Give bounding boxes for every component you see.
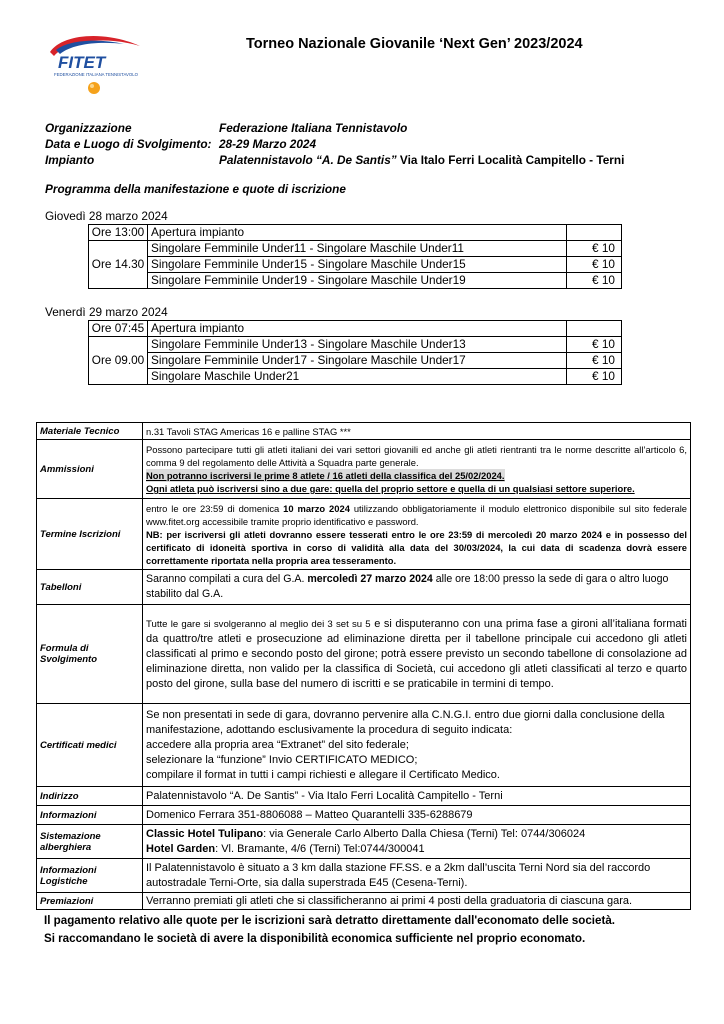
hotel-detail: : via Generale Carlo Alberto Dalla Chiesa (Terni) Tel: 0744/306024	[263, 827, 586, 840]
hotel-detail: : Vl. Bramante, 4/6 (Terni) Tel:0744/300041	[215, 842, 425, 855]
fitet-logo	[44, 28, 144, 98]
row-label: Certificati medici	[37, 704, 143, 787]
schedule-desc: Singolare Maschile Under21	[148, 369, 567, 385]
info-organizzazione	[45, 120, 624, 136]
row-value	[143, 704, 691, 787]
event-info	[45, 120, 624, 168]
row-label: Ammissioni	[37, 440, 143, 499]
day1-schedule	[88, 224, 622, 289]
ammissioni-limit: Non potranno iscriversi le prime 8 atlete / 16 atleti della classifica del 25/02/2024.	[146, 470, 505, 481]
info-label: Organizzazione	[45, 121, 132, 135]
formula-b: e si disputeranno con una prima fase a gironi all’italiana formati da quattro/tre atleti e prosecuzione ad eliminazione diretta per il tabellone principale cui accedono gli atleti classificati al primo e secondo posto del girone; potrà essere previsto un secondo tabellone di consolazione ad eliminazione diretta, non valido per la classifica di Società, cui accedono gli atleti classificati al terzo e quarto posto del girone, sulla base del numero di iscritti e se praticabile in termini di tempo.	[146, 617, 687, 690]
footer-line: Si raccomandano le società di avere la disponibilità economica sufficiente nel proprio economato.	[44, 932, 586, 945]
row-logistiche	[37, 859, 691, 893]
day2-label: Venerdì 29 marzo 2024	[45, 305, 168, 319]
ammissioni-rule: Ogni atleta può iscriversi sino a due gare: quella del proprio settore e quella di un qualsiasi settore superiore.	[146, 483, 635, 494]
schedule-time: Ore 13:00	[89, 225, 148, 241]
info-impianto	[45, 152, 624, 168]
row-certificati	[37, 704, 691, 787]
schedule-row	[89, 225, 622, 241]
row-label: Informazioni Logistiche	[37, 859, 143, 893]
schedule-row	[89, 369, 622, 385]
termine-text	[146, 502, 687, 528]
row-ammissioni	[37, 440, 691, 499]
schedule-fee: € 10	[567, 241, 622, 257]
schedule-desc: Apertura impianto	[148, 321, 567, 337]
info-value-extra: Via Italo Ferri Località Campitello - Terni	[396, 153, 625, 167]
schedule-fee: € 10	[567, 337, 622, 353]
row-informazioni	[37, 806, 691, 825]
row-premiazioni	[37, 893, 691, 910]
formula-a: Tutte le gare si svolgeranno al meglio dei 3 set su 5	[146, 618, 371, 630]
row-indirizzo	[37, 787, 691, 806]
certificati-line: Se non presentati in sede di gara, dovranno pervenire alla C.N.G.I. entro due giorni dalla conclusione della manifestazione, adottando esclusivamente la procedura di seguito indicata:	[146, 708, 665, 736]
schedule-row	[89, 337, 622, 353]
row-value: n.31 Tavoli STAG Americas 16 e palline STAG ***	[143, 423, 691, 440]
page-title: Torneo Nazionale Giovanile ‘Next Gen’ 2023/2024	[246, 36, 583, 52]
tabelloni-a: Saranno compilati a cura del G.A.	[146, 573, 308, 585]
row-label: Materiale Tecnico	[37, 423, 143, 440]
row-label: Premiazioni	[37, 893, 143, 910]
schedule-row	[89, 241, 622, 257]
day2-schedule	[88, 320, 622, 385]
row-label: Informazioni	[37, 806, 143, 825]
info-label: Impianto	[45, 153, 95, 167]
schedule-time: Ore 14.30	[89, 241, 148, 289]
row-label: Tabelloni	[37, 570, 143, 605]
schedule-time: Ore 07:45	[89, 321, 148, 337]
schedule-desc: Apertura impianto	[148, 225, 567, 241]
schedule-fee	[567, 225, 622, 241]
row-materiale	[37, 423, 691, 440]
logo-subtitle: FEDERAZIONE ITALIANA TENNISTAVOLO	[54, 72, 138, 77]
row-label: Indirizzo	[37, 787, 143, 806]
info-value: Federazione Italiana Tennistavolo	[219, 121, 408, 135]
ammissioni-text: Possono partecipare tutti gli atleti italiani dei vari settori giovanili ed anche gli atleti rientranti tra le norme descritte all’articolo 6, comma 9 del regolamento delle Attività a Squadra parte generale.	[146, 444, 687, 468]
schedule-fee: € 10	[567, 369, 622, 385]
day1-label: Giovedì 28 marzo 2024	[45, 209, 168, 223]
hotel-name: Classic Hotel Tulipano	[146, 827, 264, 840]
row-tabelloni	[37, 570, 691, 605]
details-table	[36, 422, 691, 910]
info-value: 28-29 Marzo 2024	[219, 137, 317, 151]
logo-text: FITET	[58, 53, 106, 72]
schedule-time: Ore 09.00	[89, 337, 148, 385]
schedule-row	[89, 257, 622, 273]
footer-notes	[44, 912, 615, 948]
row-label: Termine Iscrizioni	[37, 499, 143, 570]
hotel-name: Hotel Garden	[146, 842, 216, 855]
row-value	[143, 825, 691, 859]
footer-line: Il pagamento relativo alle quote per le iscrizioni sarà detratto direttamente dall'economato delle società.	[44, 914, 616, 927]
info-value: Palatennistavolo “A. De Santis”	[219, 153, 397, 167]
schedule-desc: Singolare Femminile Under17 - Singolare Maschile Under17	[148, 353, 567, 369]
hotel-1	[146, 827, 687, 842]
row-sistemazione	[37, 825, 691, 859]
schedule-fee	[567, 321, 622, 337]
schedule-row	[89, 273, 622, 289]
schedule-desc: Singolare Femminile Under13 - Singolare Maschile Under13	[148, 337, 567, 353]
schedule-row	[89, 353, 622, 369]
schedule-fee: € 10	[567, 257, 622, 273]
termine-nb: NB: per iscriversi gli atleti dovranno essere tesserati entro le ore 23:59 di mercoledì 20 marzo 2024 e in possesso del certificato di idoneità sportiva in corso di validità alla data del 30/03/2024, la cui data di scadenza dovrà essere correttamente riportata nella propria area tesseramento.	[146, 528, 687, 566]
row-value: Palatennistavolo “A. De Santis” - Via Italo Ferri Località Campitello - Terni	[143, 787, 691, 806]
schedule-row	[89, 321, 622, 337]
certificati-line: accedere alla propria area “Extranet” del sito federale;	[146, 738, 409, 751]
row-value	[143, 499, 691, 570]
row-value: Il Palatennistavolo è situato a 3 km dalla stazione FF.SS. e a 2km dall’uscita Terni Nord sia del raccordo autostradale Terni-Orte, sia dalla superstrada E45 (Cesena-Terni).	[143, 859, 691, 893]
hotel-2	[146, 842, 687, 857]
row-value: Domenico Ferrara 351-8806088 – Matteo Quarantelli 335-6288679	[143, 806, 691, 825]
schedule-desc: Singolare Femminile Under11 - Singolare Maschile Under11	[148, 241, 567, 257]
termine-date: 10 marzo 2024	[283, 502, 350, 514]
termine-a: entro le ore 23:59 di domenica	[146, 502, 284, 514]
tabelloni-date: mercoledì 27 marzo 2024	[307, 573, 433, 585]
tabelloni-c: alle ore 18:00 presso la sede di gara o altro luogo stabilito dal G.A.	[146, 573, 669, 600]
schedule-desc: Singolare Femminile Under15 - Singolare Maschile Under15	[148, 257, 567, 273]
schedule-desc: Singolare Femminile Under19 - Singolare Maschile Under19	[148, 273, 567, 289]
certificati-line: compilare il format in tutti i campi richiesti e allegare il Certificato Medico.	[146, 768, 500, 781]
schedule-fee: € 10	[567, 273, 622, 289]
certificati-line: selezionare la “funzione” Invio CERTIFICATO MEDICO;	[146, 753, 418, 766]
termine-c: utilizzando obbligatoriamente il modulo elettronico disponibile sul sito federale www.fitet.org accessibile tramite proprio identificativo e password.	[146, 502, 687, 527]
row-value	[143, 440, 691, 499]
row-label: Formula di Svolgimento	[37, 605, 143, 704]
row-value	[143, 570, 691, 605]
row-value: Verranno premiati gli atleti che si classificheranno ai primi 4 posti della graduatoria di ciascuna gara.	[143, 893, 691, 910]
info-data	[45, 136, 624, 152]
row-label: Sistemazione alberghiera	[37, 825, 143, 859]
row-formula	[37, 605, 691, 704]
row-value	[143, 605, 691, 704]
row-termine	[37, 499, 691, 570]
programma-heading: Programma della manifestazione e quote di iscrizione	[45, 182, 346, 196]
info-label: Data e Luogo di Svolgimento:	[45, 137, 212, 151]
schedule-fee: € 10	[567, 353, 622, 369]
